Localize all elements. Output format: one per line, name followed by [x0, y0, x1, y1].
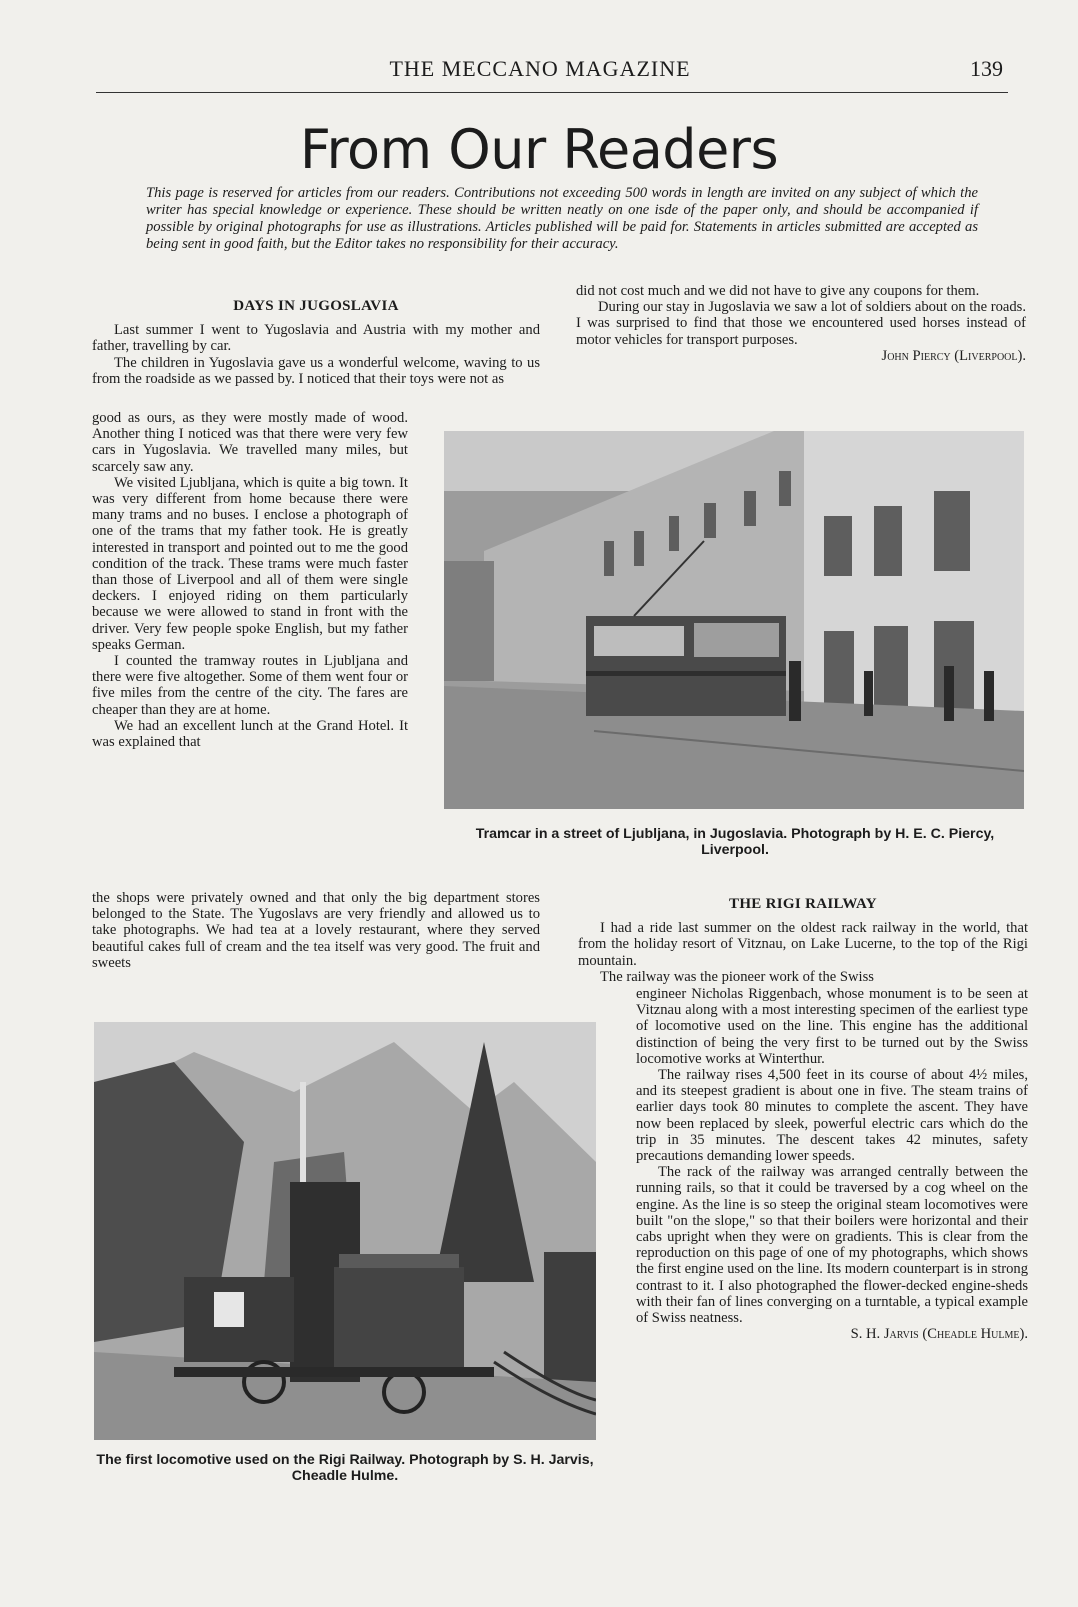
paragraph: I had a ride last summer on the oldest rack railway in the world, that from the holiday resort of Vitznau, on Lake Lucerne, to the top of the Rigi mountain. — [578, 920, 1028, 969]
page-number: 139 — [970, 56, 1003, 81]
page-title: From Our Readers — [299, 118, 779, 181]
article-rigi-railway-narrow — [636, 986, 1028, 1342]
locomotive-photo-caption: The first locomotive used on the Rigi Railway. Photograph by S. H. Jarvis, Cheadle Hulme. — [96, 1452, 594, 1484]
intro-paragraph: This page is reserved for articles from our readers. Contributions not exceeding 500 words in length are invited on any subject of which the writer has special knowledge or experience. These should be written neatly on one isde of the paper only, and should be accompanied if possible by original photographs for use as illustrations. Articles published will be paid for. Statements in articles submitted are accepted as being sent in good faith, but the Editor takes no responsibility for their accuracy. — [146, 185, 978, 252]
paragraph: good as ours, as they were mostly made of wood. Another thing I noticed was that there were very few cars in Yugoslavia. We travelled many miles, but scarcely saw any. — [92, 410, 408, 475]
paragraph: The children in Yugoslavia gave us a wonderful welcome, waving to us from the roadside as we passed by. I noticed that their toys were not as — [92, 354, 540, 387]
paragraph: Last summer I went to Yugoslavia and Austria with my mother and father, travelling by car. — [92, 322, 540, 355]
paragraph: the shops were privately owned and that only the big department stores belonged to the State. The Yugoslavs are very friendly and allowed us to take photographs. We had tea at a lovely restaurant, where they served beautiful cakes full of cream and the tea itself was very good. The fruit and sweets — [92, 890, 540, 971]
article-heading: DAYS IN JUGOSLAVIA — [233, 298, 399, 314]
paragraph: The rack of the railway was arranged centrally between the running rails, so that it could be traversed by a cog wheel on the engine. As the line is so steep the original steam locomotives were built "on the slope," so that their boilers were horizontal and their cabs upright when they were on gradients. This is clear from the reproduction on this page of one of my photographs, which shows the first engine used on the line. Its modern counterpart is in strong contrast to it. I also photographed the flower-decked engine-sheds with their fan of lines converging on a turntable, a typical example of Swiss neatness. — [636, 1164, 1028, 1327]
paragraph: did not cost much and we did not have to give any coupons for them. — [576, 283, 980, 299]
paragraph: During our stay in Jugoslavia we saw a lot of soldiers about on the roads. I was surprised to find that those we encountered used horses instead of motor vehicles for transport purposes. — [576, 299, 1026, 348]
paragraph: We visited Ljubljana, which is quite a big town. It was very different from home because there were many trams and no buses. I enclose a photograph of one of the trams that my father took. He is greatly interested in transport and pointed out to me the good condition of the track. These trams were much faster than those of Liverpool and all of them were single deckers. I enjoyed riding on them particularly because we were allowed to stand in front with the driver. Very few people spoke English, but my father speaks German. — [92, 474, 408, 653]
article-days-in-jugoslavia-narrow — [92, 410, 408, 750]
locomotive-photo — [94, 1022, 596, 1440]
paragraph: The railway was the pioneer work of the Swiss — [600, 968, 874, 985]
article-rigi-railway-top — [578, 896, 1028, 985]
tram-photo — [444, 431, 1024, 809]
article-days-in-jugoslavia-top — [92, 298, 540, 387]
author-signature: John Piercy (Liverpool). — [881, 347, 1026, 364]
paragraph: engineer Nicholas Riggenbach, whose monument is to be seen at Vitznau along with a most interesting specimen of the earliest type of locomotive used on the line. This engine has the additional distinction of being the very first to be turned out by the Swiss locomotive works at Winterthur. — [636, 986, 1028, 1067]
paragraph: We had an excellent lunch at the Grand Hotel. It was explained that — [92, 717, 408, 751]
header-rule — [96, 92, 1008, 93]
paragraph: The railway rises 4,500 feet in its course of about 4½ miles, and its steepest gradient is about one in five. The steam trains of earlier days took 80 minutes to complete the ascent. They have now been replaced by sleek, powerful electric cars which do the trip in 35 minutes. The descent takes 42 minutes, safety precautions demanding lower speeds. — [636, 1067, 1028, 1165]
paragraph: I counted the tramway routes in Ljubljana and there were five altogether. Some of them went four or five miles from the centre of the city. The fares are cheaper than they are at home. — [92, 653, 408, 718]
author-signature: S. H. Jarvis (Cheadle Hulme). — [850, 1326, 1028, 1343]
article-days-in-jugoslavia-continued — [576, 283, 1026, 364]
running-title: THE MECCANO MAGAZINE — [389, 56, 691, 81]
article-heading: THE RIGI RAILWAY — [729, 896, 877, 912]
tram-photo-caption: Tramcar in a street of Ljubljana, in Jugoslavia. Photograph by H. E. C. Piercy, Liverpool. — [475, 826, 995, 858]
article-days-in-jugoslavia-bottom — [92, 890, 540, 971]
